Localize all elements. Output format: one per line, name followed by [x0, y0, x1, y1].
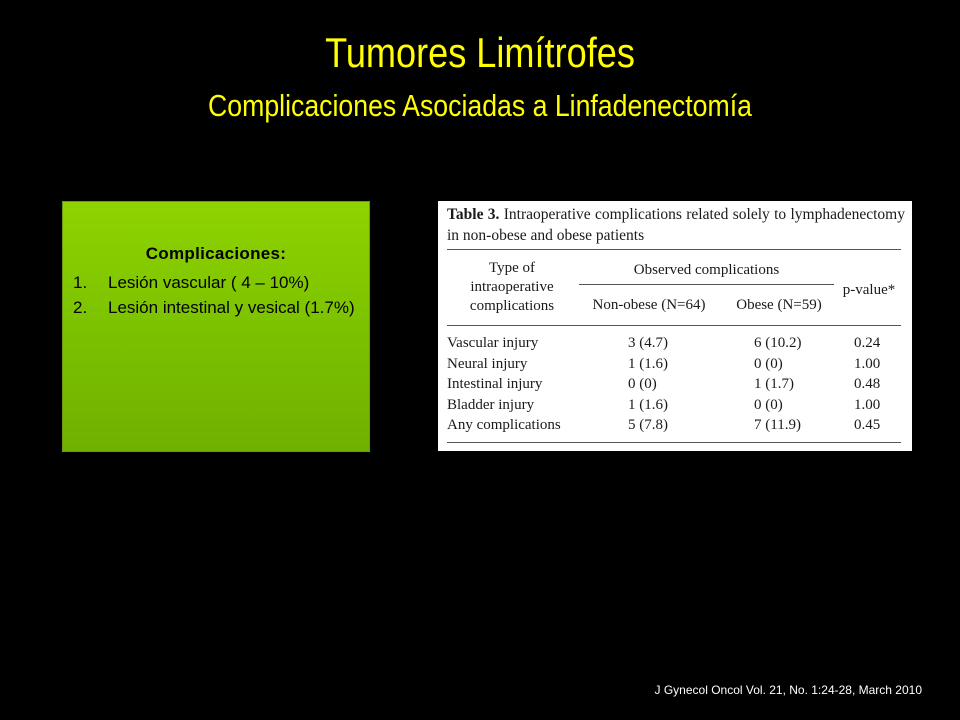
header-observed-rule	[579, 284, 834, 285]
table-caption-text: Intraoperative complications related solely to lymphadenectomy in non-obese and obese patients	[447, 206, 905, 244]
cell-type: Bladder injury	[447, 396, 535, 413]
list-item	[73, 295, 363, 320]
header-type-line: complications	[469, 298, 555, 314]
list-item	[73, 270, 363, 295]
table-bottom-rule	[447, 442, 901, 443]
header-type-line: intraoperative	[470, 279, 554, 295]
cell-type: Intestinal injury	[447, 376, 543, 392]
cell-type: Vascular injury	[447, 335, 539, 351]
citation: J Gynecol Oncol Vol. 21, No. 1:24-28, March 2010	[654, 683, 922, 697]
cell-pvalue: 0.45	[854, 417, 881, 433]
cell-non-obese: 0 (0)	[628, 376, 657, 392]
table-header-rule	[447, 325, 901, 326]
cell-pvalue: 1.00	[854, 396, 881, 413]
list-item-text: Lesión intestinal y vesical (1.7%)	[108, 298, 355, 317]
complications-list	[73, 270, 363, 320]
table-caption	[447, 204, 905, 246]
cell-pvalue: 0.48	[854, 376, 881, 392]
cell-non-obese: 5 (7.8)	[628, 417, 668, 433]
header-obese: Obese (N=59)	[736, 297, 822, 313]
header-pvalue: p-value*	[842, 282, 896, 298]
header-observed: Observed complications	[633, 262, 780, 278]
slide-subtitle: Complicaciones Asociadas a Linfadenectomía	[208, 88, 752, 123]
cell-obese: 0 (0)	[754, 355, 783, 372]
cell-non-obese: 1 (1.6)	[628, 355, 668, 372]
table-image	[438, 201, 912, 451]
cell-non-obese: 1 (1.6)	[628, 396, 668, 413]
header-type	[447, 259, 577, 316]
cell-type: Neural injury	[447, 355, 528, 372]
cell-pvalue: 0.24	[854, 335, 881, 351]
cell-type: Any complications	[447, 417, 561, 433]
cell-obese: 6 (10.2)	[754, 335, 802, 351]
list-item-number: 2.	[73, 298, 88, 317]
list-item-text: Lesión vascular ( 4 – 10%)	[108, 273, 310, 292]
header-type-line: Type of	[488, 260, 536, 276]
header-non-obese: Non-obese (N=64)	[592, 297, 706, 313]
table-caption-label: Table 3.	[447, 206, 500, 223]
cell-non-obese: 3 (4.7)	[628, 335, 668, 351]
complications-heading: Complicaciones:	[145, 244, 287, 263]
cell-obese: 0 (0)	[754, 396, 783, 413]
cell-obese: 1 (1.7)	[754, 376, 794, 392]
list-item-number: 1.	[73, 273, 88, 292]
slide-title: Tumores Limítrofes	[325, 29, 635, 76]
cell-obese: 7 (11.9)	[754, 417, 801, 433]
cell-pvalue: 1.00	[854, 355, 881, 372]
table-top-rule	[447, 249, 901, 250]
complications-box	[62, 201, 370, 452]
